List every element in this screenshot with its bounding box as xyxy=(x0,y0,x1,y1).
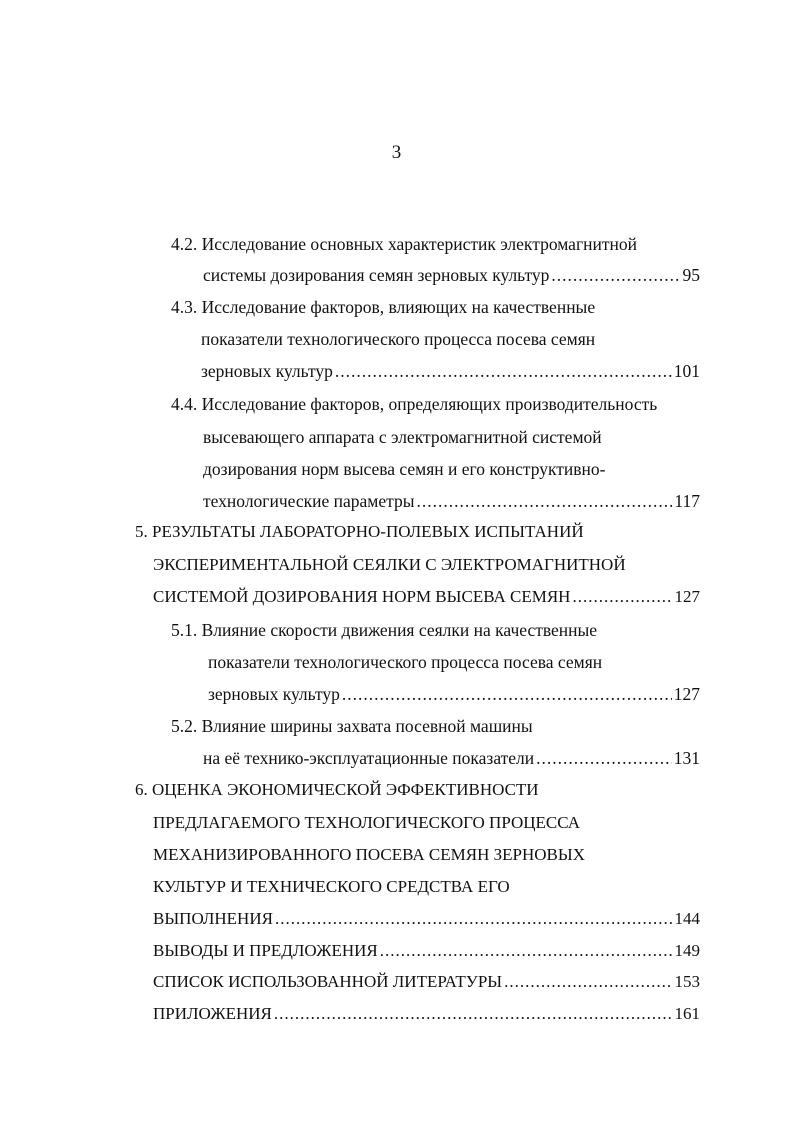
toc-appendices-page: 161 xyxy=(674,1004,700,1023)
toc-4-4-line-3: дозирования норм высева семян и его конструктивно- xyxy=(203,459,606,479)
toc-5-line-3: СИСТЕМОЙ ДОЗИРОВАНИЯ НОРМ ВЫСЕВА СЕМЯН xyxy=(153,587,571,606)
toc-4-2-line-2: системы дозирования семян зерновых культур xyxy=(203,265,550,285)
toc-4-4-entry[interactable] xyxy=(203,486,700,516)
toc-5-2-entry[interactable] xyxy=(203,743,700,773)
toc-references-page: 153 xyxy=(674,972,700,991)
toc-4-3-page: 101 xyxy=(673,361,700,381)
dot-leader xyxy=(274,999,673,1029)
dot-leader xyxy=(275,904,673,934)
toc-6-entry[interactable] xyxy=(153,904,700,934)
toc-references-entry[interactable] xyxy=(153,967,700,997)
dot-leader xyxy=(342,679,672,709)
toc-6-page: 144 xyxy=(674,909,700,928)
toc-5-2-line-1: 5.2. Влияние ширины захвата посевной машины xyxy=(171,716,533,736)
toc-6-line-3: МЕХАНИЗИРОВАННОГО ПОСЕВА СЕМЯН ЗЕРНОВЫХ xyxy=(153,845,585,864)
toc-5-entry[interactable] xyxy=(153,582,700,612)
dot-leader xyxy=(536,743,672,773)
toc-references-label: СПИСОК ИСПОЛЬЗОВАННОЙ ЛИТЕРАТУРЫ xyxy=(153,972,503,991)
toc-4-3-line-3: зерновых культур xyxy=(201,361,333,381)
dot-leader xyxy=(504,967,672,997)
toc-5-1-page: 127 xyxy=(673,684,700,704)
toc-appendices-label: ПРИЛОЖЕНИЯ xyxy=(153,1004,272,1023)
toc-5-1-entry[interactable] xyxy=(208,679,700,709)
toc-4-3-line-1: 4.3. Исследование факторов, влияющих на качественные xyxy=(171,297,596,317)
dot-leader xyxy=(335,356,672,386)
toc-4-2-page: 95 xyxy=(682,265,700,285)
toc-6-line-5: ВЫПОЛНЕНИЯ xyxy=(153,909,273,928)
toc-5-1-line-1: 5.1. Влияние скорости движения сеялки на качественные xyxy=(171,620,598,640)
toc-conclusions-label: ВЫВОДЫ И ПРЕДЛОЖЕНИЯ xyxy=(153,941,378,960)
toc-6-line-4: КУЛЬТУР И ТЕХНИЧЕСКОГО СРЕДСТВА ЕГО xyxy=(153,877,510,896)
dot-leader xyxy=(572,582,672,612)
toc-4-4-line-2: высевающего аппарата с электромагнитной системой xyxy=(203,427,602,447)
toc-4-3-line-2: показатели технологического процесса посева семян xyxy=(201,329,596,349)
toc-conclusions-entry[interactable] xyxy=(153,936,700,966)
dot-leader xyxy=(417,486,673,516)
toc-6-line-1: 6. ОЦЕНКА ЭКОНОМИЧЕСКОЙ ЭФФЕКТИВНОСТИ xyxy=(135,780,539,799)
toc-4-3-entry[interactable] xyxy=(201,356,700,386)
toc-4-2-entry[interactable] xyxy=(203,260,700,290)
toc-5-line-2: ЭКСПЕРИМЕНТАЛЬНОЙ СЕЯЛКИ С ЭЛЕКТРОМАГНИТНОЙ xyxy=(153,555,626,574)
toc-5-1-line-3: зерновых культур xyxy=(208,684,340,704)
toc-6-line-2: ПРЕДЛАГАЕМОГО ТЕХНОЛОГИЧЕСКОГО ПРОЦЕССА xyxy=(153,813,581,832)
toc-4-4-page: 117 xyxy=(674,491,700,511)
toc-5-2-page: 131 xyxy=(673,748,700,768)
page-number: 3 xyxy=(391,142,402,163)
toc-4-4-line-1: 4.4. Исследование факторов, определяющих производительность xyxy=(171,394,658,414)
dot-leader xyxy=(380,936,673,966)
dot-leader xyxy=(551,260,680,290)
toc-5-2-line-2: на её технико-эксплуатационные показатели xyxy=(203,748,535,768)
toc-4-4-line-4: технологические параметры xyxy=(203,491,415,511)
toc-conclusions-page: 149 xyxy=(674,941,700,960)
toc-4-2-line-1: 4.2. Исследование основных характеристик электромагнитной xyxy=(171,234,637,254)
toc-5-1-line-2: показатели технологического процесса посева семян xyxy=(208,652,603,672)
toc-appendices-entry[interactable] xyxy=(153,999,700,1029)
toc-5-page: 127 xyxy=(674,587,700,606)
toc-5-line-1: 5. РЕЗУЛЬТАТЫ ЛАБОРАТОРНО-ПОЛЕВЫХ ИСПЫТАНИЙ xyxy=(135,522,584,541)
